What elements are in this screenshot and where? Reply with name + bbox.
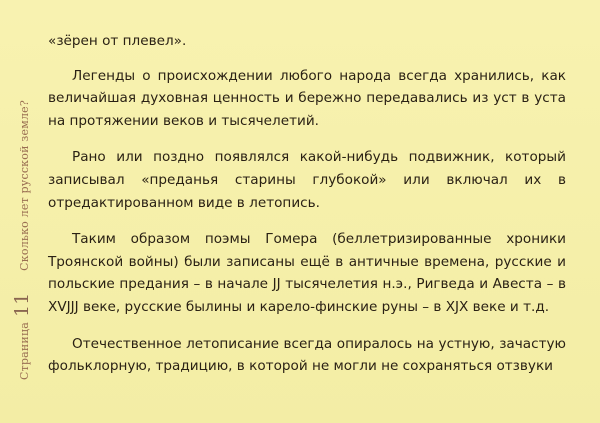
paragraph: Легенды о происхождении любого народа всегда хранились, как величайшая духовная ценность и бережно передавались из уст в уста на протяжении веков и тысячелетий. — [48, 67, 566, 129]
body-text — [48, 30, 566, 392]
page-word: Страница — [18, 322, 31, 380]
running-header — [11, 100, 33, 380]
paragraph: Рано или поздно появлялся какой-нибудь подвижник, который записывал «преданья старины глубокой» или включал их в отредактированном виде в летопись. — [48, 149, 566, 211]
paragraph: Отечественное летописание всегда опиралось на устную, зачастую фольклорную, традицию, в которой не могли не сохраняться отзвуки — [48, 335, 566, 375]
paragraph-continuation: «зёрен от плевел». — [48, 33, 187, 49]
page-number: 11 — [11, 292, 33, 317]
book-title: Сколько лет русской земле? — [18, 100, 31, 271]
side-margin — [0, 0, 40, 423]
paragraph: Таким образом поэмы Гомера (беллетризированные хроники Троянской войны) были записаны ещё в античные времена, русские и польские предания – в начале JJ тысячелетия н.э., Ригведа и Авеста – в XVJJJ веке, русские былины и карело-финские руны – в XJX веке и т.д. — [48, 231, 566, 315]
